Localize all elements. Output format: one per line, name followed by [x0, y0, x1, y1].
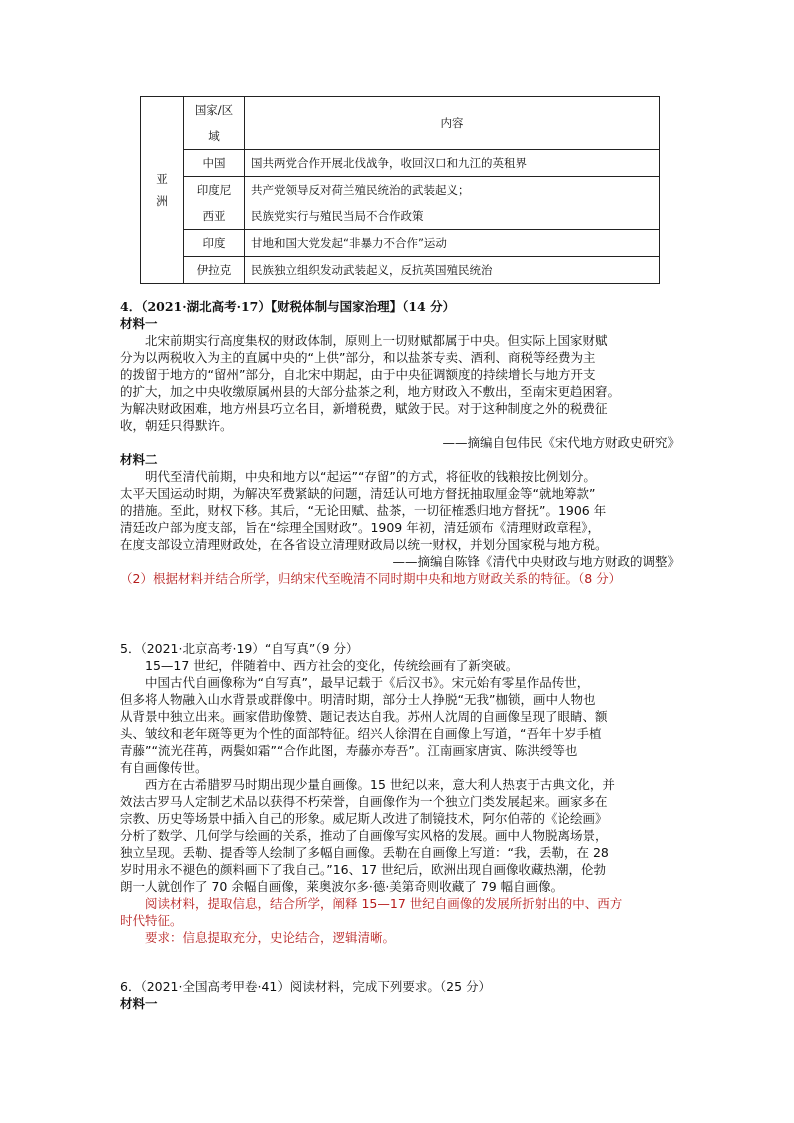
q5-line: 但多将人物融入山水背景或群像中。明清时期，部分士人挣脱“无我”枷锁，画中人物也: [120, 692, 596, 707]
q5-line: 15—17 世纪，伴随着中、西方社会的变化，传统绘画有了新突破。: [145, 658, 519, 673]
q5-requirement: 要求：信息提取充分，史论结合，逻辑清晰。: [145, 930, 396, 945]
q5-line: 青藤”“流光荏苒，两鬓如霜”“合作此图，寿藤亦寿吾”。江南画家唐寅、陈洪绶等也: [120, 743, 578, 758]
table-row-content: 甘地和国大党发起“非暴力不合作”运动: [245, 230, 660, 257]
q5-line: 西方在古希腊罗马时期出现少量自画像。15 世纪以来，意大利人热衷于古典文化，并: [145, 777, 615, 792]
q5-task-line: 阅读材料，提取信息，结合所学，阐释 15—17 世纪自画像的发展所折射出的中、西方: [145, 896, 623, 911]
q5-line: 宗教、历史等场景中插入自己的形象。威尼斯人改进了制镜技术，阿尔伯蒂的《论绘画》: [120, 811, 608, 826]
table-row-content: 民族独立组织发动武装起义，反抗英国殖民统治: [245, 257, 660, 284]
q5-line: 有自画像传世。: [120, 760, 208, 775]
header-content: 内容: [245, 97, 660, 150]
q4-m2-line: 清廷改户部为度支部，旨在“综理全国财政”。1909 年初，清廷颁布《清理财政章程》，: [120, 520, 600, 535]
q6-title: 6．（2021·全国高考甲卷·41）阅读材料，完成下列要求。（25 分）: [120, 979, 491, 994]
header-country: 国家/区 域: [184, 97, 245, 150]
q4-m2-line: 在度支部设立清理财政处，在各省设立清理财政局以统一财权，并划分国家税与地方税。: [120, 537, 608, 552]
q4-m1-line: 收，朝廷只得默许。: [120, 418, 233, 433]
question-6: [120, 978, 680, 1012]
q5-line: 效法古罗马人定制艺术品以获得不朽荣誉，自画像作为一个独立门类发展起来。画家多在: [120, 794, 608, 809]
table-row-country: 中国: [184, 150, 245, 177]
region-cell: [141, 97, 184, 284]
q5-line: 独立呈现。丢勒、提香等人绘制了多幅自画像。丢勒在自画像上写道：“我，丢勒，在 28: [120, 845, 609, 860]
table-row-country: 印度: [184, 230, 245, 257]
q4-m1-line: 分为以两税收入为主的直属中央的“上供”部分，和以盐茶专卖、酒利、商税等经费为主: [120, 350, 596, 365]
q5-line: 中国古代自画像称为“自写真”，最早记载于《后汉书》。宋元始有零星作品传世，: [145, 675, 590, 690]
q4-title: 4．（2021·湖北高考·17）【财税体制与国家治理】（14 分）: [120, 299, 456, 314]
asia-events-table: [140, 96, 660, 284]
table-row-content: 共产党领导反对荷兰殖民统治的武装起义； 民族党实行与殖民当局不合作政策: [245, 177, 660, 230]
q5-task-line: 时代特征。: [120, 913, 183, 928]
q4-material1-label: 材料一: [120, 316, 158, 331]
q4-m1-line: 北宋前期实行高度集权的财政体制，原则上一切财赋都属于中央。但实际上国家财赋: [145, 333, 608, 348]
q5-line: 分析了数学、几何学与绘画的关系，推动了自画像写实风格的发展。画中人物脱离场景，: [120, 828, 608, 843]
q4-m1-line: 的扩大，加之中央收缴原属州县的大部分盐茶之利，地方财政入不敷出，至南宋更趋困窘。: [120, 384, 621, 399]
q4-m2-line: 太平天国运动时期，为解决军费紧缺的问题，清廷认可地方督抚抽取厘金等“就地筹款”: [120, 486, 596, 501]
q4-m1-line: 为解决财政困难，地方州县巧立名目，新增税费，赋敛于民。对于这种制度之外的税费征: [120, 401, 608, 416]
q4-material2-label: 材料二: [120, 452, 158, 467]
region-label: 亚 洲: [156, 172, 168, 208]
q4-m2-source: ——摘编自陈锋《清代中央财政与地方财政的调整》: [392, 554, 680, 569]
question-4: [120, 298, 680, 587]
table-row-country: 印度尼 西亚: [184, 177, 245, 230]
q4-m1-line: 的拨留于地方的“留州”部分，自北宋中期起，由于中央征调额度的持续增长与地方开支: [120, 367, 596, 382]
table-row-country: 伊拉克: [184, 257, 245, 284]
q6-material1-label: 材料一: [120, 996, 158, 1011]
q4-m2-line: 的措施。至此，财权下移。其后，“无论田赋、盐茶，一切征榷悉归地方督抚”。1906 年: [120, 503, 607, 518]
question-5: [120, 640, 680, 946]
q5-line: 朗一人就创作了 70 余幅自画像，莱奥波尔多·德·美第奇则收藏了 79 幅自画像。: [120, 879, 564, 894]
q4-m1-source: ——摘编自包伟民《宋代地方财政史研究》: [442, 435, 680, 450]
q4-question: （2）根据材料并结合所学，归纳宋代至晚清不同时期中央和地方财政关系的特征。（8 分）: [120, 571, 622, 586]
q5-line: 从背景中独立出来。画家借助像赞、题记表达自我。苏州人沈周的自画像呈现了眼睛、额: [120, 709, 608, 724]
q5-title: 5．（2021·北京高考·19）“自写真”（9 分）: [120, 641, 359, 656]
q4-m2-line: 明代至清代前期，中央和地方以“起运”“存留”的方式，将征收的钱粮按比例划分。: [145, 469, 596, 484]
q5-line: 头、皱纹和老年斑等更为个性的面部特征。绍兴人徐渭在自画像上写道，“吾年十岁手植: [120, 726, 602, 741]
table-row-content: 国共两党合作开展北伐战争，收回汉口和九江的英租界: [245, 150, 660, 177]
q5-line: 岁时用永不褪色的颜料画下了我自己。”16、17 世纪后，欧洲出现自画像收藏热潮，伦勃: [120, 862, 607, 877]
